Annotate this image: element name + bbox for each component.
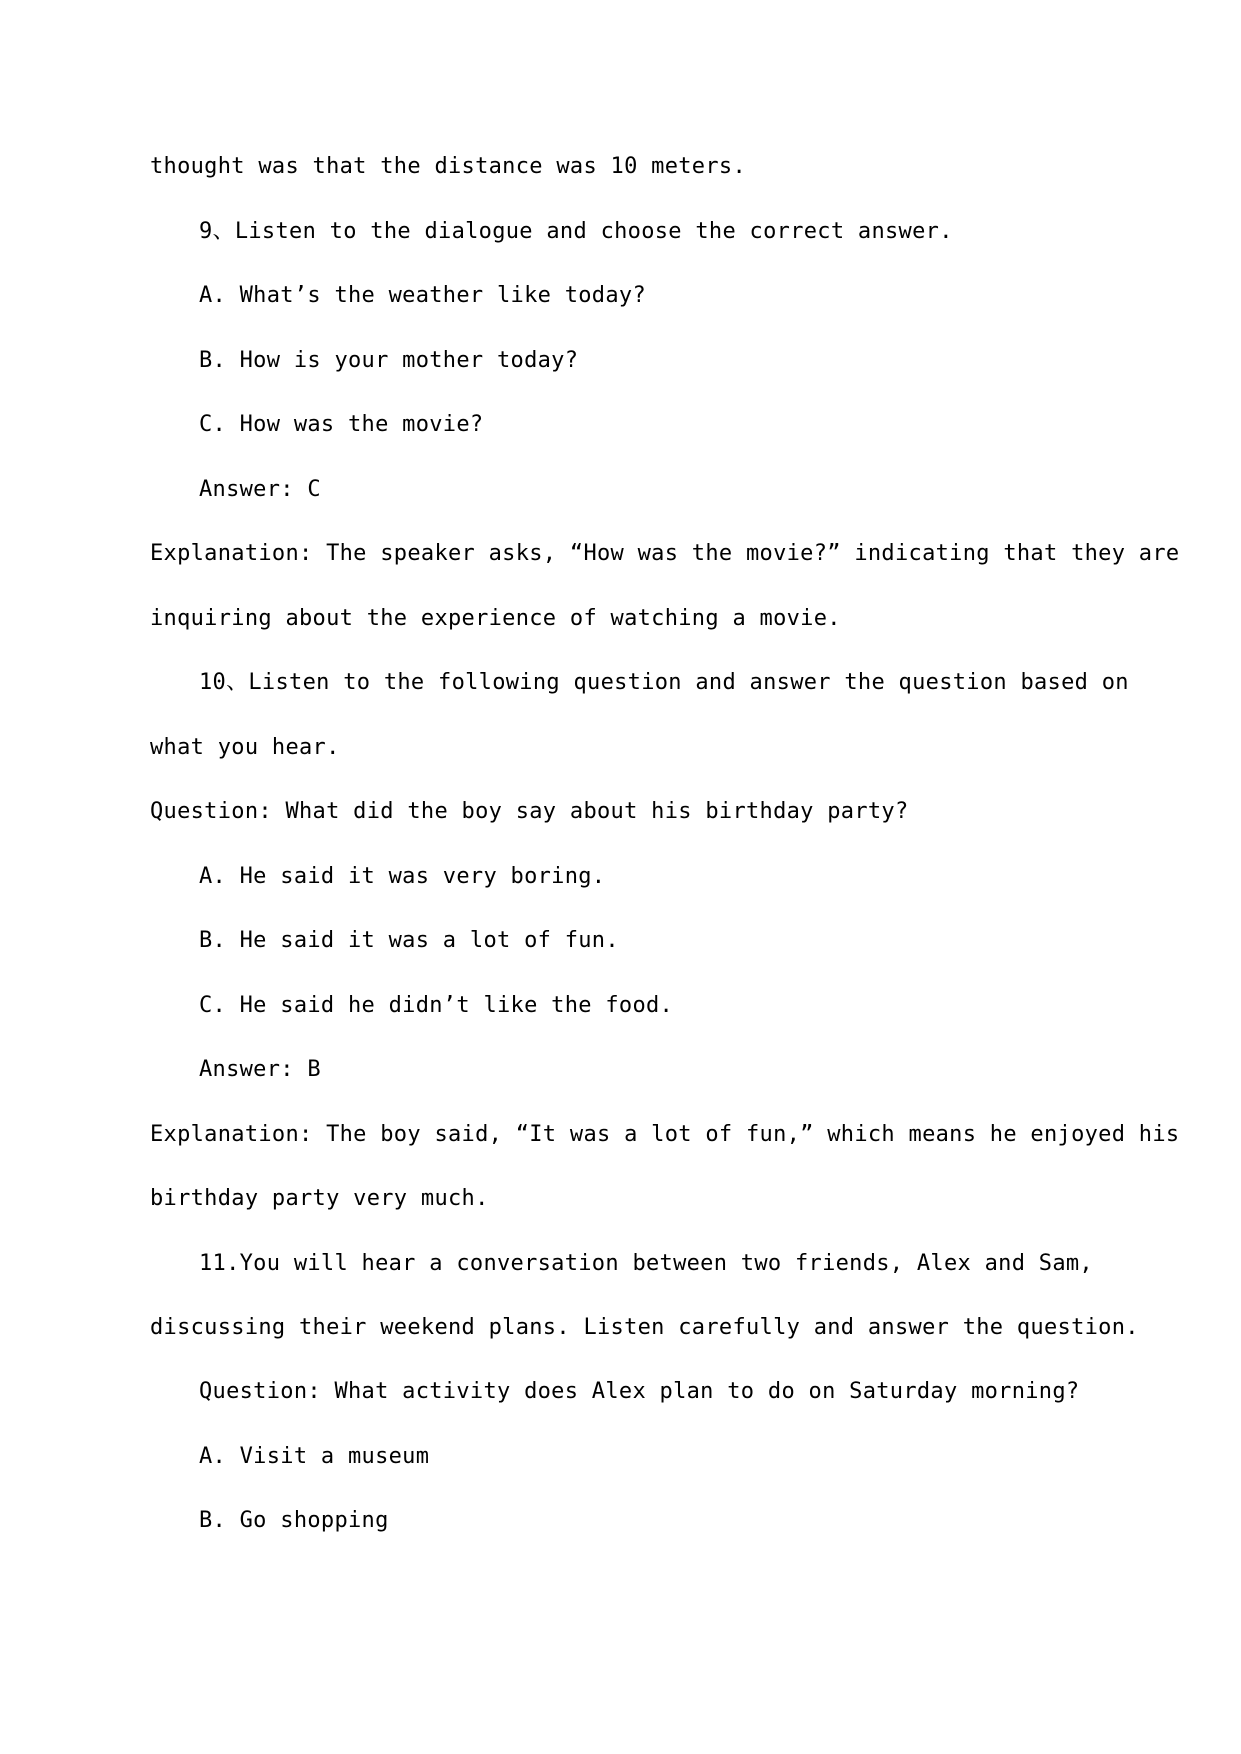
question-11-option-a: A. Visit a museum xyxy=(199,1444,430,1469)
question-9-explanation-cont: inquiring about the experience of watching a movie. xyxy=(150,606,841,631)
question-11-question: Question: What activity does Alex plan to do on Saturday morning? xyxy=(199,1379,1080,1404)
question-10-explanation-cont: birthday party very much. xyxy=(150,1186,489,1211)
question-9-explanation: Explanation: The speaker asks, “How was the movie?” indicating that they are xyxy=(150,541,1180,566)
question-11-prompt-cont: discussing their weekend plans. Listen carefully and answer the question. xyxy=(150,1315,1139,1340)
question-9-option-c: C. How was the movie? xyxy=(199,412,484,437)
question-9-option-a: A. What’s the weather like today? xyxy=(199,283,646,308)
question-10-option-a: A. He said it was very boring. xyxy=(199,864,606,889)
text-line: thought was that the distance was 10 meters. xyxy=(150,154,746,179)
question-9-answer: Answer: C xyxy=(199,477,321,502)
question-9-prompt: 9、Listen to the dialogue and choose the correct answer. xyxy=(199,219,953,244)
question-11-prompt: 11.You will hear a conversation between two friends, Alex and Sam, xyxy=(199,1251,1093,1276)
question-10-prompt: 10、Listen to the following question and answer the question based on xyxy=(199,670,1129,695)
question-10-answer: Answer: B xyxy=(199,1057,321,1082)
question-10-question: Question: What did the boy say about his birthday party? xyxy=(150,799,909,824)
question-9-option-b: B. How is your mother today? xyxy=(199,348,579,373)
question-10-explanation: Explanation: The boy said, “It was a lot of fun,” which means he enjoyed his xyxy=(150,1122,1180,1147)
question-11-option-b: B. Go shopping xyxy=(199,1508,389,1533)
question-10-option-b: B. He said it was a lot of fun. xyxy=(199,928,619,953)
question-10-option-c: C. He said he didn’t like the food. xyxy=(199,993,674,1018)
question-10-prompt-cont: what you hear. xyxy=(150,735,340,760)
